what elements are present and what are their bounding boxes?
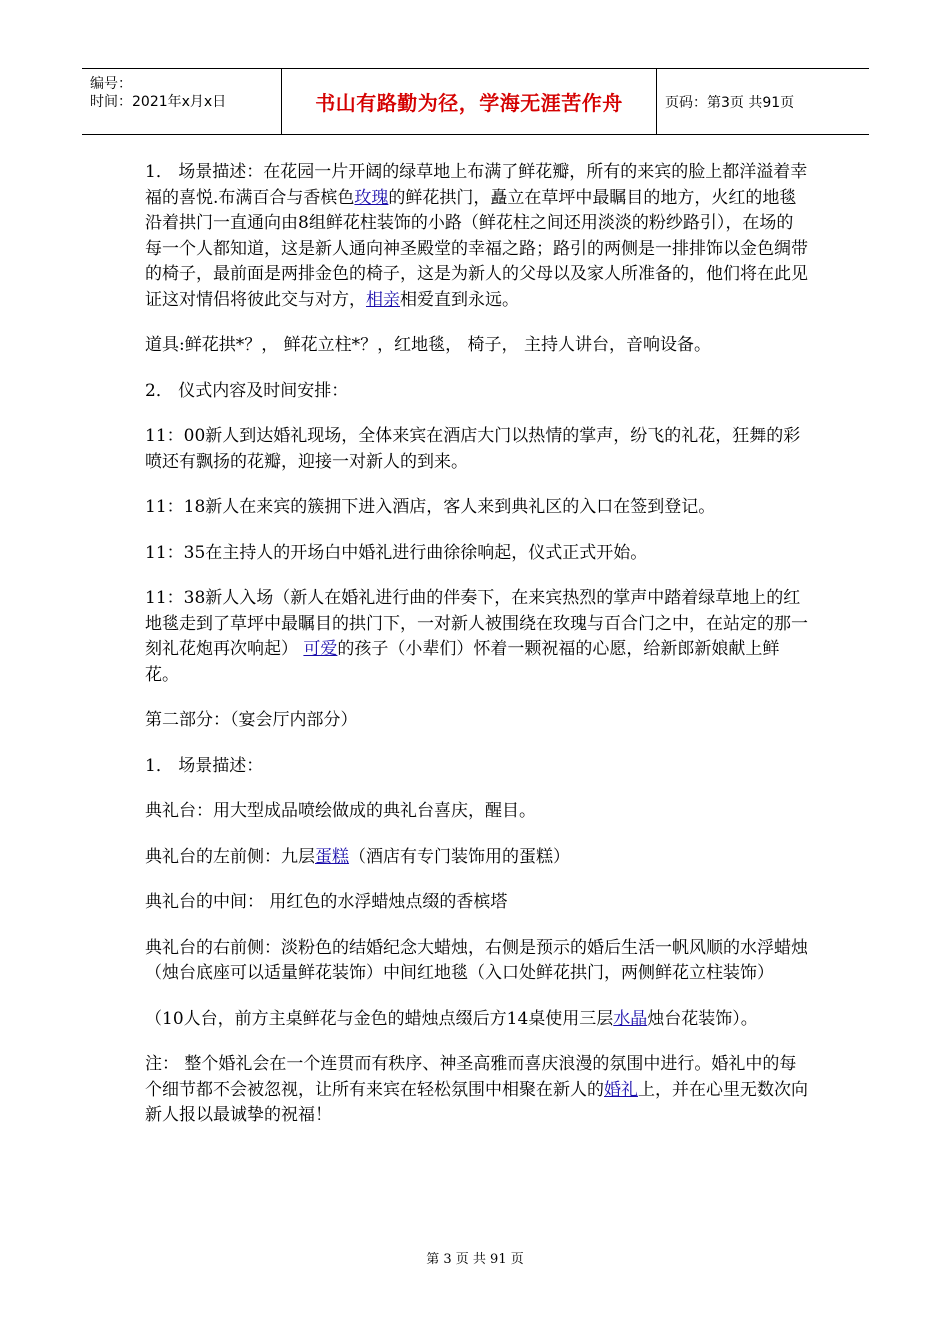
- body-paragraph: [145, 541, 810, 567]
- inline-link[interactable]: 可爱: [303, 639, 338, 659]
- page-footer: 第 3 页 共 91 页: [426, 1252, 524, 1267]
- body-paragraph: [145, 1007, 810, 1033]
- body-paragraph: [145, 379, 810, 405]
- paragraph-text: 2． 仪式内容及时间安排：: [145, 380, 349, 401]
- paragraph-text: 注： 整个婚礼会在一个连贯而有秩序、神圣高雅而喜庆浪漫的氛围中进行。婚礼中的每个细节都不会被忽视，让所有来宾在轻松氛围中相聚在新人的: [145, 1054, 797, 1100]
- paragraph-text: 第二部分：（宴会厅内部分）: [145, 710, 358, 730]
- body-paragraph: [145, 424, 810, 475]
- inline-link[interactable]: 蛋糕: [315, 846, 349, 867]
- inline-link[interactable]: 水晶: [613, 1008, 648, 1029]
- paragraph-text: 11：38新人入场（新人在婚礼进行曲的伴奏下，在来宾热烈的掌声中踏着绿草地上的红地毯走到了草坪中最瞩目的拱门下，一对新人被围绕在玫瑰与百合门之中，在站定的那一刻礼花炮再次响起）: [145, 588, 808, 659]
- body-paragraph: [145, 708, 810, 734]
- body-paragraph: [145, 845, 810, 871]
- paragraph-text: 11：35在主持人的开场白中婚礼进行曲徐徐响起，仪式正式开始。: [145, 542, 648, 563]
- paragraph-text: 典礼台的中间： 用红色的水浮蜡烛点缀的香槟塔: [145, 892, 508, 912]
- paragraph-text: 道具:鲜花拱*？， 鲜花立柱*？，红地毯， 椅子， 主持人讲台，音响设备。: [145, 335, 711, 355]
- paragraph-text: 11：00新人到达婚礼现场，全体来宾在酒店大门以热情的掌声，纷飞的礼花，狂舞的彩喷还有飘扬的花瓣，迎接一对新人的到来。: [145, 426, 801, 472]
- inline-link[interactable]: 相亲: [366, 289, 400, 310]
- header-motto-cell: [282, 69, 657, 134]
- header-meta: [82, 69, 282, 134]
- body-paragraph: [145, 586, 810, 688]
- doc-date-label: 时间：2021年x月x日: [90, 94, 227, 110]
- paragraph-text: 烛台花装饰）。: [647, 1008, 758, 1029]
- paragraph-text: （10人台，前方主桌鲜花与金色的蜡烛点缀后方14桌使用三层: [145, 1008, 614, 1029]
- paragraph-text: 典礼台的右前侧：淡粉色的结婚纪念大蜡烛，右侧是预示的婚后生活一帆风顺的水浮蜡烛（烛台底座可以适量鲜花装饰）中间红地毯（入口处鲜花拱门，两侧鲜花立柱装饰）: [145, 937, 808, 983]
- header-table: [82, 68, 869, 135]
- paragraph-text: 1． 场景描述：在花园一片开阔的绿草地上布满了鲜花瓣，所有的来宾的脸上都洋溢着幸福的喜悦.布满百合与香槟色: [145, 162, 808, 208]
- paragraph-text: 典礼台的左前侧：九层: [145, 846, 315, 867]
- paragraph-text: 上，并在心里无数次向新人报以最诚挚的祝福！: [145, 1079, 808, 1125]
- paragraph-text: 1． 场景描述：: [145, 755, 264, 776]
- body-paragraph: [145, 1052, 810, 1129]
- doc-number-label: 编号：: [90, 76, 132, 92]
- header-motto: 书山有路勤为径，学海无涯苦作舟: [315, 91, 623, 115]
- paragraph-text: 典礼台：用大型成品喷绘做成的典礼台喜庆，醒目。: [145, 801, 536, 821]
- paragraph-text: 的鲜花拱门，矗立在草坪中最瞩目的地方，火红的地毯沿着拱门一直通向由8组鲜花柱装饰的小路（鲜花柱之间还用淡淡的粉纱路引），在场的每一个人都知道，这是新人通向神圣殿堂的幸福之路；路引的两侧是一排排饰以金色绸带的椅子，最前面是两排金色的椅子，这是为新人的父母以及家人所准备的，他们将在此见证这对情侣将彼此交与对方，: [145, 187, 808, 310]
- body-paragraph: [145, 890, 810, 916]
- body-paragraph: [145, 160, 810, 313]
- body-paragraph: [145, 799, 810, 825]
- body-paragraph: [145, 754, 810, 780]
- document-body: [145, 160, 810, 1149]
- paragraph-text: 11：18新人在来宾的簇拥下进入酒店，客人来到典礼区的入口在签到登记。: [145, 497, 716, 517]
- inline-link[interactable]: 玫瑰: [354, 187, 389, 208]
- paragraph-text: （酒店有专门装饰用的蛋糕）: [349, 846, 570, 867]
- inline-link[interactable]: 婚礼: [604, 1079, 638, 1100]
- paragraph-text: 的孩子（小辈们）怀着一颗祝福的心愿，给新郎新娘献上鲜花。: [145, 639, 780, 685]
- header-page-info: 页码：第3页 共91页: [665, 94, 795, 111]
- body-paragraph: [145, 333, 810, 359]
- body-paragraph: [145, 495, 810, 521]
- paragraph-text: 相爱直到永远。: [400, 289, 519, 310]
- body-paragraph: [145, 936, 810, 987]
